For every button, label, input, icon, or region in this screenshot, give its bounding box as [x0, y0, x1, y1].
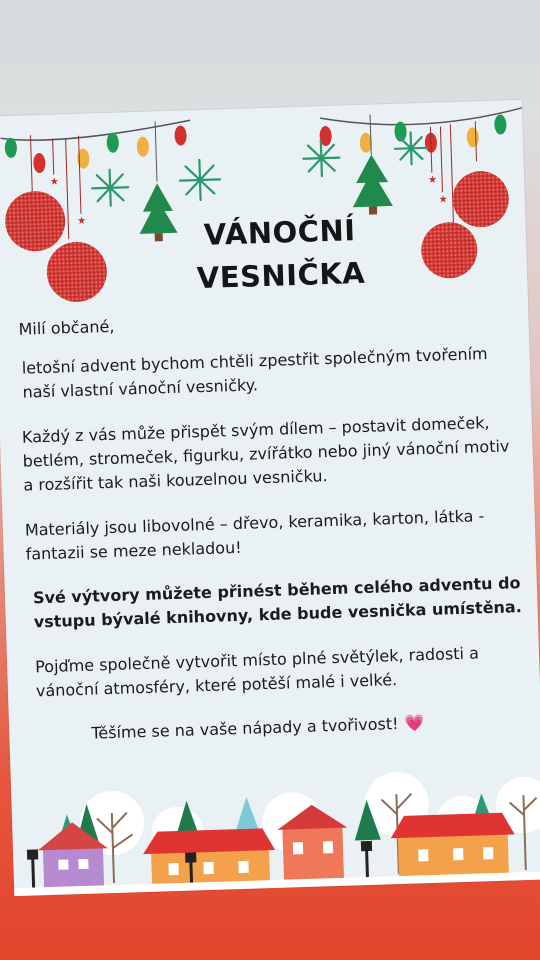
svg-text:★: ★	[49, 176, 60, 188]
closing-text: Těšíme se na vaše nápady a tvořivost!	[91, 714, 399, 743]
christmas-poster	[0, 100, 540, 896]
village-illustration	[11, 760, 540, 897]
greeting-text: Milí občané,	[18, 316, 115, 339]
closing-line	[91, 706, 540, 745]
poster-title-line2: VESNIČKA	[196, 255, 366, 296]
paragraph-dropoff-location: Své výtvory můžete přinést během celého adventu do vstupu bývalé knihovny, kde bude vesnička umístěna.	[32, 573, 523, 632]
paragraph-materials: Materiály jsou libovolné – dřevo, keramika, karton, látka - fantazii se meze nekladou!	[24, 506, 485, 564]
paragraph-contribution: Každý z vás může přispět svým dílem – postavit domeček, betlém, stromeček, figurku, zvířátko nebo jiný vánoční motiv a rozšířit tak naši kouzelnou vesničku.	[21, 413, 510, 495]
svg-text:★: ★	[427, 174, 438, 186]
svg-text:★: ★	[77, 215, 87, 227]
svg-text:★: ★	[438, 194, 448, 206]
paragraph-invitation: Pojďme společně vytvořit místo plné světýlek, radosti a vánoční atmosféry, které potěší malé i velké.	[34, 643, 480, 701]
paragraph-intro: letošní advent bychom chtěli zpestřit společným tvořením naší vlastní vánoční vesničky.	[21, 344, 488, 402]
poster-title-line1: VÁNOČNÍ	[203, 213, 357, 252]
heart-icon: 💗	[404, 713, 425, 733]
